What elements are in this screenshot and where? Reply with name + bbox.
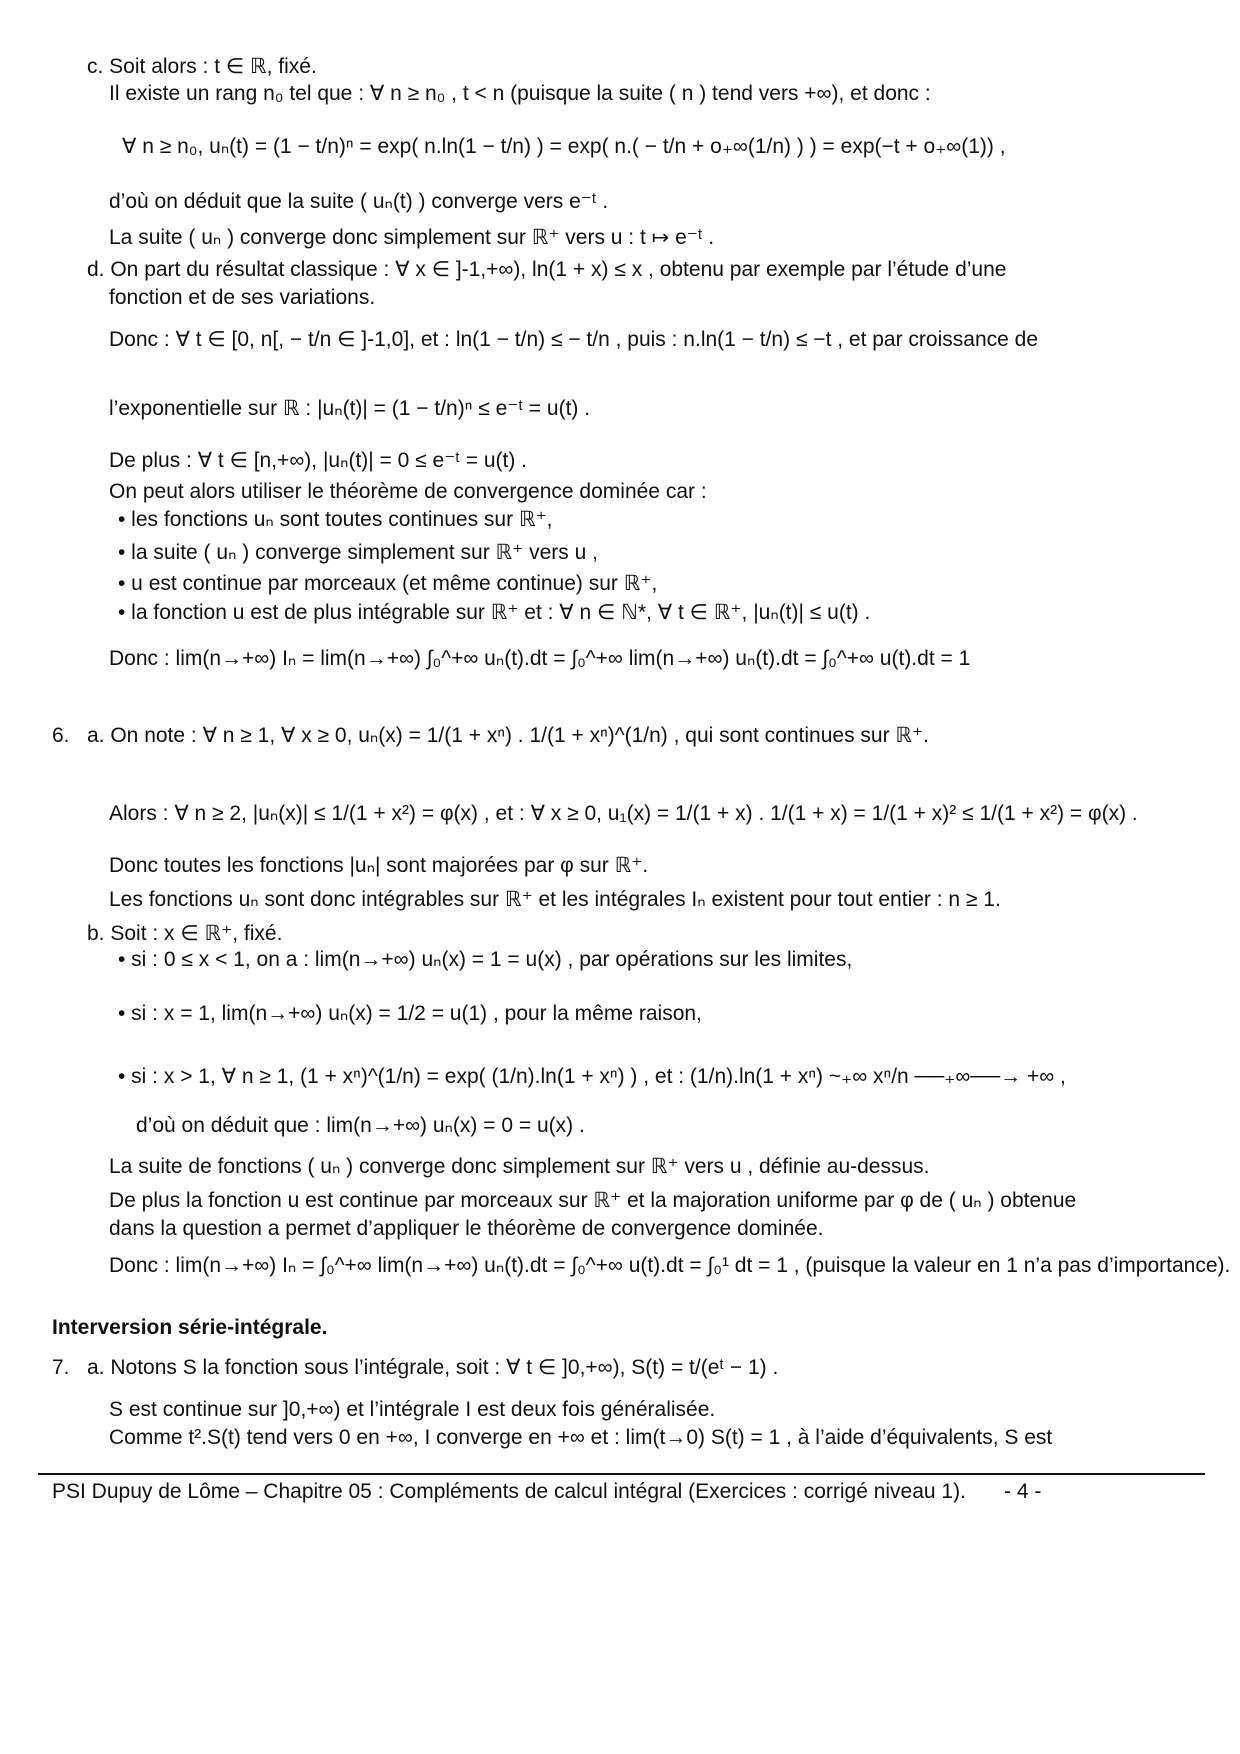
line-c1: c. Soit alors : t ∈ ℝ, fixé. <box>87 55 317 78</box>
line-b8: dans la question a permet d’appliquer le théorème de convergence dominée. <box>109 1217 824 1240</box>
line-s3: Comme t².S(t) tend vers 0 en +∞, I converge en +∞ et : lim(t→0) S(t) = 1 , à l’aide d’équivalents, S est <box>109 1426 1053 1449</box>
bullet-b4: • si : x > 1, ∀ n ≥ 1, (1 + xⁿ)^(1/n) = exp( (1/n).ln(1 + xⁿ) ) , et : (1/n).ln(1 + xⁿ) ~₊∞ xⁿ/n ──₊∞──→ +∞ , <box>118 1065 1066 1088</box>
bullet-d9: • u est continue par morceaux (et même continue) sur ℝ⁺, <box>118 572 658 595</box>
line-d3: Donc : ∀ t ∈ [0, n[, − t/n ∈ ]-1,0], et : ln(1 − t/n) ≤ − t/n , puis : n.ln(1 − t/n) ≤ −t , et par croissance de <box>109 328 1039 351</box>
line-a2: Alors : ∀ n ≥ 2, |uₙ(x)| ≤ 1/(1 + x²) = φ(x) , et : ∀ x ≥ 0, u₁(x) = 1/(1 + x) . 1/(1 + x) = 1/(1 + x)² ≤ 1/(1 + x²) = φ(x) . <box>109 802 1138 825</box>
question-number-7: 7. <box>52 1356 70 1379</box>
line-a1: a. On note : ∀ n ≥ 1, ∀ x ≥ 0, uₙ(x) = 1/(1 + xⁿ) . 1/(1 + xⁿ)^(1/n) , qui sont continues sur ℝ⁺. <box>87 724 929 747</box>
line-b1: b. Soit : x ∈ ℝ⁺, fixé. <box>87 922 283 945</box>
line-d6: On peut alors utiliser le théorème de convergence dominée car : <box>109 480 707 503</box>
bullet-b2: • si : 0 ≤ x < 1, on a : lim(n→+∞) uₙ(x) = 1 = u(x) , par opérations sur les limites, <box>118 948 853 971</box>
line-d2: fonction et de ses variations. <box>109 286 376 309</box>
line-b5: d’où on déduit que : lim(n→+∞) uₙ(x) = 0 = u(x) . <box>136 1114 585 1137</box>
bullet-d8: • la suite ( uₙ ) converge simplement sur ℝ⁺ vers u , <box>118 541 598 564</box>
line-s2: S est continue sur ]0,+∞) et l’intégrale I est deux fois généralisée. <box>109 1398 716 1421</box>
line-s1: a. Notons S la fonction sous l’intégrale, soit : ∀ t ∈ ]0,+∞), S(t) = t/(eᵗ − 1) . <box>87 1356 779 1379</box>
line-a3: Donc toutes les fonctions |uₙ| sont majorées par φ sur ℝ⁺. <box>109 854 649 877</box>
bullet-d7: • les fonctions uₙ sont toutes continues sur ℝ⁺, <box>118 508 553 531</box>
line-d4: l’exponentielle sur ℝ : |uₙ(t)| = (1 − t/n)ⁿ ≤ e⁻ᵗ = u(t) . <box>109 397 591 420</box>
line-c2: Il existe un rang n₀ tel que : ∀ n ≥ n₀ , t < n (puisque la suite ( n ) tend vers +∞), et donc : <box>109 82 931 105</box>
line-a4: Les fonctions uₙ sont donc intégrables sur ℝ⁺ et les intégrales Iₙ existent pour tout entier : n ≥ 1. <box>109 888 1001 911</box>
line-d1: d. On part du résultat classique : ∀ x ∈ ]-1,+∞), ln(1 + x) ≤ x , obtenu par exemple par l’étude d’une <box>87 258 1007 281</box>
line-c5: La suite ( uₙ ) converge donc simplement sur ℝ⁺ vers u : t ↦ e⁻ᵗ . <box>109 226 715 249</box>
line-c4: d’où on déduit que la suite ( uₙ(t) ) converge vers e⁻ᵗ . <box>109 190 609 213</box>
section-heading: Interversion série-intégrale. <box>52 1316 328 1339</box>
footer-title: PSI Dupuy de Lôme – Chapitre 05 : Compléments de calcul intégral (Exercices : corrigé niveau 1). <box>52 1480 966 1503</box>
footer-rule <box>38 1473 1205 1475</box>
line-b6: La suite de fonctions ( uₙ ) converge donc simplement sur ℝ⁺ vers u , définie au-dessus. <box>109 1155 930 1178</box>
formula-c3: ∀ n ≥ n₀, uₙ(t) = (1 − t/n)ⁿ = exp( n.ln(1 − t/n) ) = exp( n.( − t/n + o₊∞(1/n) ) ) = exp(−t + o₊∞(1)) , <box>122 135 1006 158</box>
line-b7: De plus la fonction u est continue par morceaux sur ℝ⁺ et la majoration uniforme par φ de ( uₙ ) obtenue <box>109 1189 1077 1212</box>
formula-d11: Donc : lim(n→+∞) Iₙ = lim(n→+∞) ∫₀^+∞ uₙ(t).dt = ∫₀^+∞ lim(n→+∞) uₙ(t).dt = ∫₀^+∞ u(t).dt = 1 <box>109 647 971 670</box>
formula-b9: Donc : lim(n→+∞) Iₙ = ∫₀^+∞ lim(n→+∞) uₙ(t).dt = ∫₀^+∞ u(t).dt = ∫₀¹ dt = 1 , (puisque la valeur en 1 n’a pas d’importance). <box>109 1254 1231 1277</box>
bullet-b3: • si : x = 1, lim(n→+∞) uₙ(x) = 1/2 = u(1) , pour la même raison, <box>118 1002 702 1025</box>
question-number-6: 6. <box>52 724 70 747</box>
bullet-d10: • la fonction u est de plus intégrable sur ℝ⁺ et : ∀ n ∈ ℕ*, ∀ t ∈ ℝ⁺, |uₙ(t)| ≤ u(t) . <box>118 601 871 624</box>
line-d5: De plus : ∀ t ∈ [n,+∞), |uₙ(t)| = 0 ≤ e⁻ᵗ = u(t) . <box>109 449 528 472</box>
page-number: - 4 - <box>1004 1480 1042 1503</box>
